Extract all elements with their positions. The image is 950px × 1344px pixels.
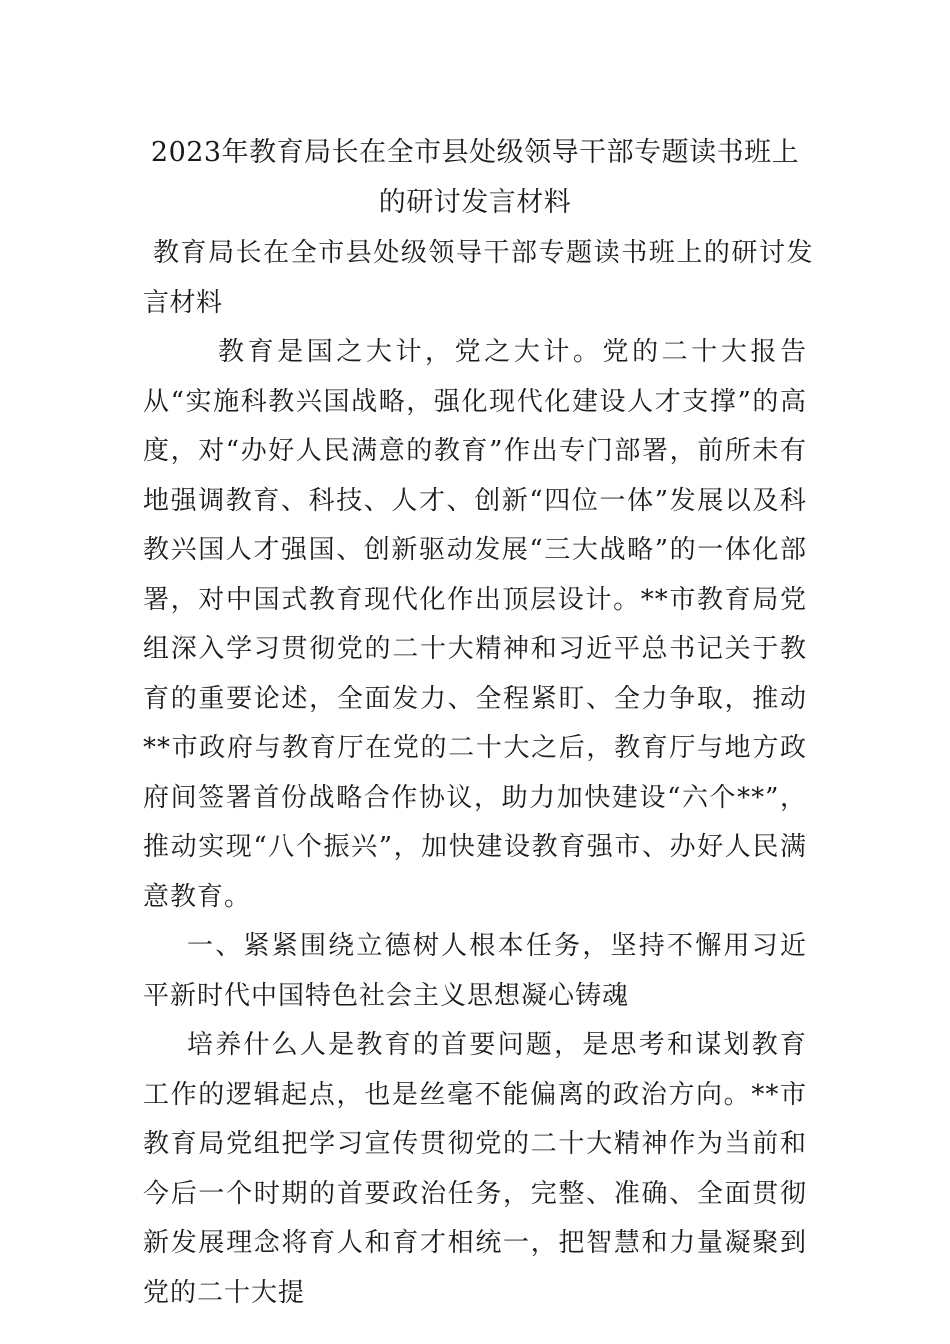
document-title: 2023年教育局长在全市县处级领导干部专题读书班上的研讨发言材料: [150, 137, 800, 218]
document-body: [143, 328, 807, 1318]
paragraph-intro: 教育是国之大计，党之大计。党的二十大报告从“实施科教兴国战略，强化现代化建设人才支撑”的高度，对“办好人民满意的教育”作出专门部署，前所未有地强调教育、科技、人才、创新“四位一体”发展以及科教兴国人才强国、创新驱动发展“三大战略”的一体化部署，对中国式教育现代化作出顶层设计。**市教育局党组深入学习贯彻党的二十大精神和习近平总书记关于教育的重要论述，全面发力、全程紧盯、全力争取，推动**市政府与教育厅在党的二十大之后，教育厅与地方政府间签署首份战略合作协议，助力加快建设“六个**”，推动实现“八个振兴”，加快建设教育强市、办好人民满意教育。: [143, 337, 807, 912]
section-heading-one: 一、紧紧围绕立德树人根本任务，坚持不懈用习近平新时代中国特色社会主义思想凝心铸魂: [143, 931, 807, 1011]
document-subtitle: 教育局长在全市县处级领导干部专题读书班上的研讨发言材料: [143, 238, 813, 318]
paragraph-section-one: 培养什么人是教育的首要问题，是思考和谋划教育工作的逻辑起点，也是丝毫不能偏离的政治方向。**市教育局党组把学习宣传贯彻党的二十大精神作为当前和今后一个时期的首要政治任务，完整、准确、全面贯彻新发展理念将育人和育才相统一，把智慧和力量凝聚到党的二十大提: [143, 1030, 807, 1308]
